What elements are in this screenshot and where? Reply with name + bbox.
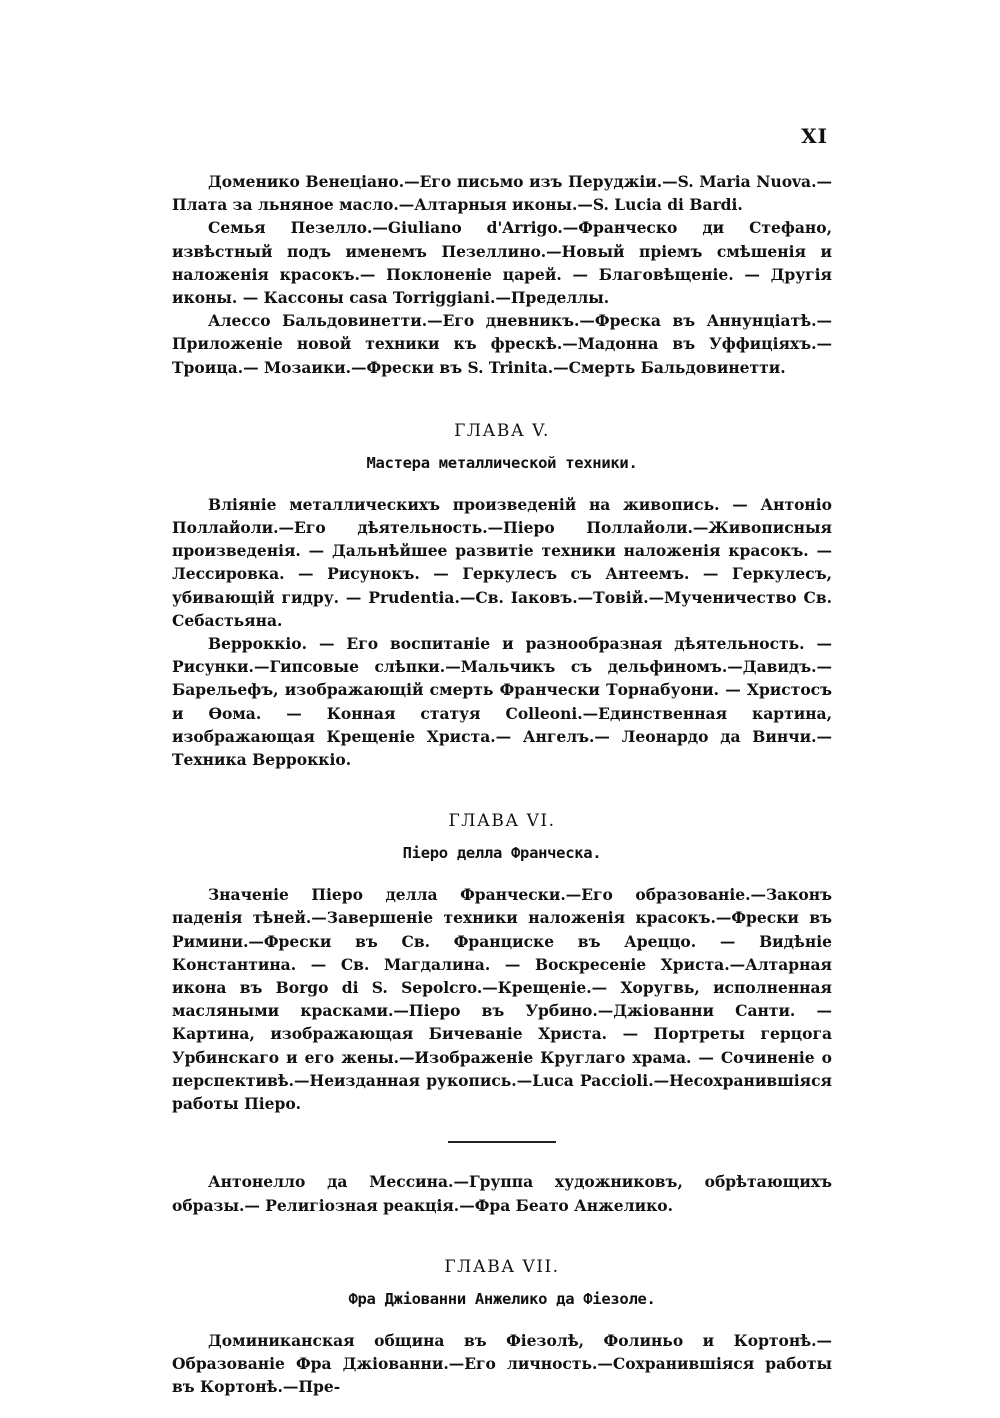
paragraph-pesello-family: Семья Пезелло.—Giuliano d'Arrigo.—Франческо ди Стефано, извѣстный подъ именемъ Пезеллино.—Новый пріемъ смѣшенія и наложенія красокъ.— Поклоненіе царей. — Благовѣщеніе. — Другія иконы. — Кассоны casa Torriggiani.—Пределлы.	[172, 218, 832, 308]
paragraph-domenico-veneziano: Доменико Венеціано.—Его письмо изъ Перуджіи.—S. Maria Nuova.— Плата за льняное масло.—Алтарныя иконы.—S. Lucia di Bardi.	[172, 172, 832, 215]
paragraph-piero-della-francesca: Значеніе Піеро делла Франчески.—Его образованіе.—Законъ паденія тѣней.—Завершеніе техники наложенія красокъ.—Фрески въ Римини.—Фрески въ Св. Франциске въ Ареццо. — Видѣніе Константина. — Св. Магдалина. — Воскресеніе Христа.—Алтарная икона въ Borgo di S. Sepolcro.—Крещеніе.— Хоругвь, исполненная масляными красками.—Піеро въ Урбино.—Джіованни Санти. — Картина, изображающая Бичеваніе Христа. — Портреты герцога Урбинскаго и его жены.—Изображеніе Круглаго храма. — Сочиненіе о перспективѣ.—Неизданная рукопись.—Luca Paccioli.—Несохранившіяся работы Піеро.	[172, 885, 832, 1114]
paragraph-dominican-community: Доминиканская община въ Фіезолѣ, Фолиньо и Кортонѣ.—Образованіе Фра Джіованни.—Его личность.—Сохранившіяся работы въ Кортонѣ.—Пре-	[172, 1330, 832, 1397]
chapter-7-heading: ГЛАВА VII.	[444, 1256, 560, 1277]
paragraph-antonello-da-messina: Антонелло да Мессина.—Группа художниковъ, обрѣтающихъ образы.— Религіозная реакція.—Фра Беато Анжелико.	[172, 1172, 832, 1215]
paragraph-pollaiuolo: Вліяніе металлическихъ произведеній на живопись. — Антоніо Поллайоли.—Его дѣятельность.—Піеро Поллайоли.—Живописныя произведенія. — Дальнѣйшее развитіе техники наложенія красокъ. — Лессировка. — Рисунокъ. — Геркулесъ съ Антеемъ. — Геркулесъ, убивающій гидру. — Prudentia.—Св. Іаковъ.—Товій.—Мученичество Св. Себастьяна.	[172, 494, 832, 630]
chapter-6-heading: ГЛАВА VI.	[448, 811, 556, 832]
page-number: XI	[801, 124, 828, 148]
chapter-5-title: Мастера металлической техники.	[366, 453, 638, 472]
paragraph-verrocchio: Верроккіо. — Его воспитаніе и разнообразная дѣятельность. — Рисунки.—Гипсовые слѣпки.—Мальчикъ съ дельфиномъ.—Давидъ.—Барельефъ, изображающій смерть Франчески Торнабуони. — Христосъ и Ѳома. — Конная статуя Colleoni.—Единственная картина, изображающая Крещеніе Христа.— Ангелъ.— Леонардо да Винчи.—Техника Верроккіо.	[172, 634, 832, 770]
paragraph-baldovinetti: Алессо Бальдовинетти.—Его дневникъ.—Фреска въ Аннунціатѣ.— Приложеніе новой техники къ фрескѣ.—Мадонна въ Уффиціяхъ.—Троица.— Мозаики.—Фрески въ S. Trinita.—Смерть Бальдовинетти.	[172, 311, 832, 377]
chapter-6-title: Піеро делла Франческа.	[402, 844, 602, 863]
chapter-5-heading: ГЛАВА V.	[454, 420, 550, 441]
page-content	[172, 170, 832, 1398]
chapter-7-title: Фра Джіованни Анжелико да Фіезоле.	[348, 1289, 656, 1308]
